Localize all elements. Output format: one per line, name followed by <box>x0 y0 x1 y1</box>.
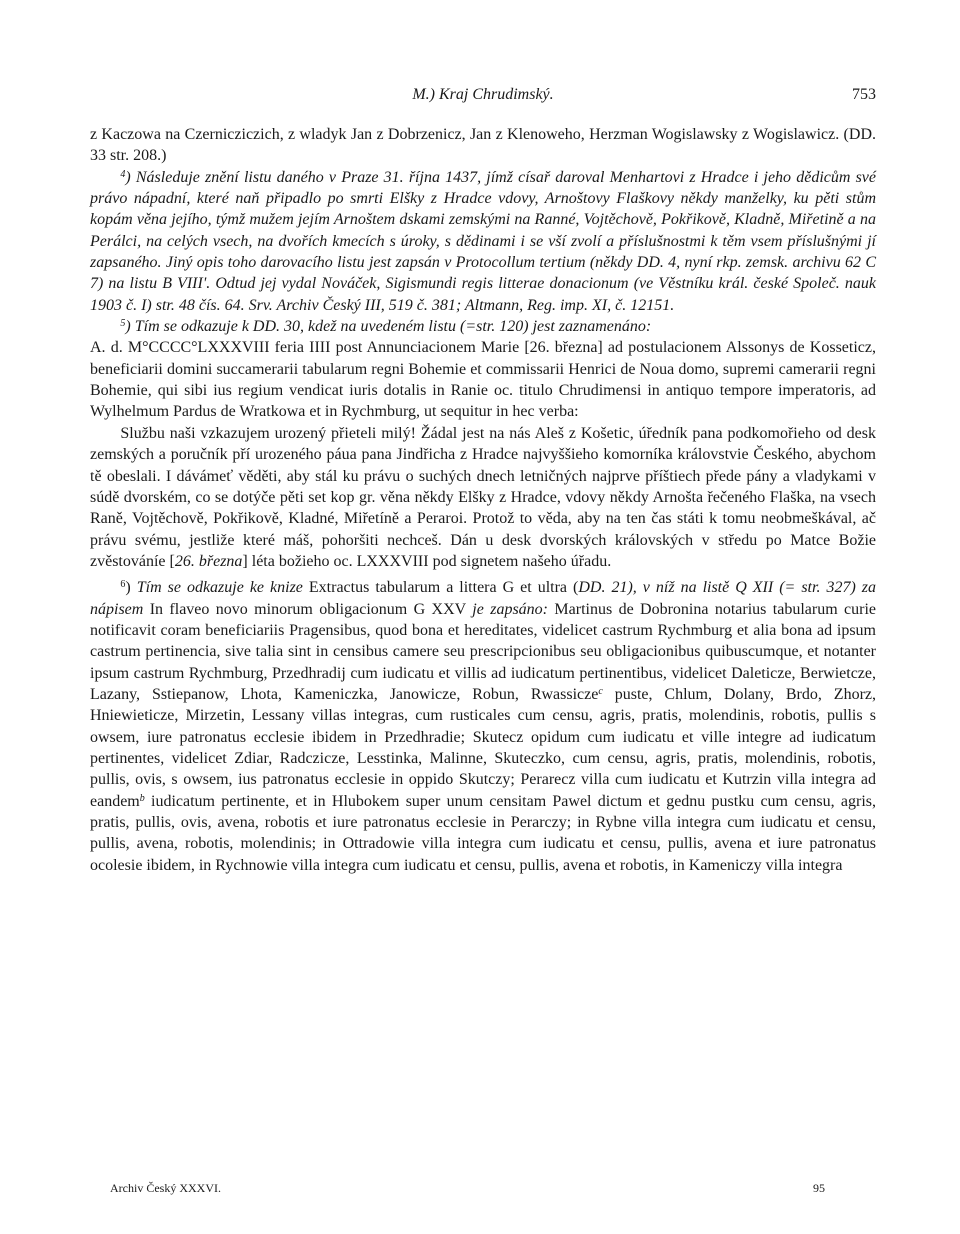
footnote-5: $^5$) Tím se odkazuje k DD. 30, kdež na uvedeném listu (=str. 120) jest zaznamenáno: <box>120 318 652 336</box>
letter-date: 26. března <box>174 552 243 570</box>
signature-mark: Archiv Český XXXVI. <box>110 1181 221 1195</box>
footnote-text: Následuje znění listu daného v Praze 31. října 1437, jímž císař daroval Menhartovi z Hradce i jeho dědicům své právo nápadní, které naň připadlo po smrti Elšky z Hradce vdovy, Arnoštovy Flaškovy někdy manželky, ku pěti stům kopám věna jejího, týmž mužem jejím Arnoštem dskami zemskými na Ranné, Vojtěchově, Pokřikově, Kladně, Miřetině a na Perálci, na celých vsech, na dvořích kmecích s úroky, s dědinami i se vší zvolí a příslušnostmi k těm vsem příslušnými jí zapsaného. Jiný opis toho darovacího listu jest zapsán v Protocollum tertium (někdy DD. 4, nyní rkp. zemsk. archivu 62 C 7) na listu B VIII'. Odtud jej vydal Nováček, Sigismundi regis litterae donacionum (ve Věstníku král. české Společ. nauk 1903 č. I) str. 48 čís. 64. Srv. Archiv Český III, 519 č. 381; Altmann, Reg. imp. XI, č. 12151. <box>90 168 876 314</box>
page-number: 753 <box>852 86 876 103</box>
record-text-3: iudicatum pertinente, et in Hlubokem super unum censitam Pawel dictum et gednu pustku cum censu, agris, pratis, pullis, ovis, avena, robotis et iure patronatus ecclesie in Perarczy; in Rybne villa integra cum iudicatu et censu, pullis, avena, robotis, molendinis; in Ottradowie villa integra cum iudicatu et censu, pullis, avena et iure patronatus ocolesie ibidem, in Rychnowie villa integra cum iudicatu et censu, pullis, avena et robotis, in Kameniczy villa integra <box>90 792 877 874</box>
footnote-marker: 4 <box>120 168 126 180</box>
book-title: Extractus tabularum a littera G et ultra ( <box>308 579 579 597</box>
page-body <box>90 124 876 876</box>
latin-record: A. d. M°CCCC°LXXXVIII feria IIII post Annunciacionem Marie [26. března] ad postulacionem Alssonys de Kosseticz, beneficiarii domini succamerarii tabularum regni Bohemie et commissarii Henrici de Noua domo, supremi camerarii regni Bohemie, qui sibi ius regium vendicat iuris dotalis in Ranie oc. titulo Chrudimensi in antiquo tempore imperatoris, ad Wylhelmum Pardus de Wratkowa et in Rychmburg, ut sequitur in hec verba: <box>90 339 876 421</box>
sheet-number: 95 <box>813 1181 825 1195</box>
footnote-intro: Tím se odkazuje ke knize <box>136 579 303 597</box>
recorded-label: je zapsáno: <box>472 600 549 618</box>
inscription: In flaveo novo minorum obligacionum G XXV <box>149 600 466 618</box>
note-marker-b: b <box>139 792 145 804</box>
footnote-6: $^6$) Tím se odkazuje ke knize Extractus tabularum a littera G et ultra (DD. 21), v níž na listě Q XII (= str. 327) za nápisem In flaveo novo minorum obligacionum G XXV je zapsáno: Martinus de Dobronina notarius tabularum curie notificavit coram beneficiariis Pragensibus, quod bona et hereditates, videlicet castrum Rychmburg et alia bona ad ipsum castrum pertinencia, sive talia sint in censibus camere seu prescripcionibus seu obligacionibus quibuscumque, et notanter ipsum castrum Rychmburg, Przedhradij cum iudicatu et villis ad iudicatum pertinentibus, videlicet Daleticze, Berwietcze, Lazany, Sstiepanow, Lhota, Kameniczka, Janowicze, Robun, Rwassicze$^c$ puste, Chlum, Dolany, Brdo, Zhorz, Hniewieticze, Mirzetin, Lessany villas integras, cum rusticales cum censu, agris, pratis, molendinis, robotis, pullis s owsem, iure patronatus ecclesie ibidem in Przedhradie; Skutecz opidum cum iudicatu et ville integre ad iudicatum pertinentes, videlicet Zdiar, Radczicze, Lesstinka, Malinne, Skuteczko, cum censu, agris, pratis, molendinis, robotis, pullis, ovis, s owsem, ius patronatus ecclesie in oppido Skutczy; Perarecz villa cum iudicatu et Kutrzin villa integra ad eandem$^b$ iudicatum pertinente, et in Hlubokem super unum censitam Pawel dictum et gednu pustku cum censu, agris, pratis, pullis, ovis, avena, robotis et iure patronatus ecclesie in Perarczy; in Rybne villa integra cum iudicatu et censu, pullis, avena, robotis, molendinis; in Ottradowie villa integra cum iudicatu et censu, pullis, avena et iure patronatus ocolesie ibidem, in Rychnowie villa integra cum iudicatu et censu, pullis, avena et robotis, in Kameniczy villa integra <box>90 579 877 874</box>
letter-text: Službu naši vzkazujem urozený přieteli milý! Žádal jest na nás Aleš z Košetic, úředník pana podkomořieho od desk zemských a poručník pří urozeného páua pana Jindřicha z Hradce najvyššieho komorníka královstvie Českého, abychom tě obeslali. I dávámeť věděti, aby stál ku právu o suchých dnech letničných najprve příštiech přede pány a vladykami v súdě dvorském, co se dotýče pěti set kop gr. věna někdy Elšky z Hradce, vdovy někdy Arnošta řečeného Flaška, na vsech Raně, Vojtěchově, Pokřikově, Kladné, Miřetíně a Peraroi. Protož to věda, aby na ten čas státi k tomu neobmeškával, ač právu svému, jestliže které máš, pohoršiti nechceš. Dán u desk dvorských královských v středu po Matce Božie zvěstováníe [ <box>90 424 876 570</box>
record-text: Martinus de Dobronina notarius tabularum curie notificavit coram beneficiariis Pragensibus, quod bona et hereditates, videlicet castrum Rychmburg et alia bona ad ipsum castrum pertinencia, sive talia sint in censibus camere seu prescripcionibus seu obligacionibus quibuscumque, et notanter ipsum castrum Rychmburg, Przedhradij cum iudicatu et villis ad iudicatum pertinentibus, videlicet Daleticze, Berwietcze, Lazany, Sstiepanow, Lhota, Kameniczka, Janowicze, Robun, Rwassicze <box>90 600 877 703</box>
czech-letter <box>90 423 876 572</box>
running-title: M.) Kraj Chrudimský. <box>412 86 554 103</box>
footnote-marker: 5 <box>120 318 126 330</box>
footnote-4: $^4$) Následuje znění listu daného v Praze 31. října 1437, jímž císař daroval Menhartovi z Hradce i jeho dědicům své právo nápadní, které naň připadlo po smrti Elšky z Hradce vdovy, Arnoštovy Flaškovy někdy manželky, ku pěti stům kopám věna jejího, týmž mužem jejím Arnoštem dskami zemskými na Ranné, Vojtěchově, Pokřikově, Kladně, Miřetině a na Perálci, na celých vsech, na dvořích kmecích s úroky, s dědinami i se vší zvolí a příslušnostmi k těm vsem příslušnými jí zapsaného. Jiný opis toho darovacího listu jest zapsán v Protocollum tertium (někdy DD. 4, nyní rkp. zemsk. archivu 62 C 7) na listu B VIII'. Odtud jej vydal Nováček, Sigismundi regis litterae donacionum (ve Věstníku král. české Společ. nauk 1903 č. I) str. 48 čís. 64. Srv. Archiv Český III, 519 č. 381; Altmann, Reg. imp. XI, č. 12151. <box>90 168 876 314</box>
letter-text-end: ] léta božieho oc. LXXXVIII pod signetem našeho úřadu. <box>242 552 612 570</box>
footnote-marker: 6 <box>120 579 126 591</box>
paragraph-continuation: z Kaczowa na Czernicziczich, z wladyk Jan z Dobrzenicz, Jan z Klenoweho, Herzman Wogislawsky z Wogislawicz. (DD. 33 str. 208.) <box>90 126 876 165</box>
book-reference: DD. 21), v níž na listě Q XII (= str. 327) za nápisem <box>90 579 877 618</box>
page-footer <box>110 1181 825 1201</box>
page-header <box>90 86 876 110</box>
note-marker-c: c <box>598 685 603 697</box>
footnote-text: Tím se odkazuje k DD. 30, kdež na uvedeném listu (=str. 120) jest zaznamenáno: <box>134 318 652 336</box>
record-text-2: puste, Chlum, Dolany, Brdo, Zhorz, Hniewieticze, Mirzetin, Lessany villas integras, cum rusticales cum censu, agris, pratis, molendinis, robotis, pullis s owsem, iure patronatus ecclesie ibidem in Przedhradie; Skutecz opidum cum iudicatu et ville integre ad iudicatum pertinentes, videlicet Zdiar, Radczicze, Lesstinka, Malinne, Skuteczko, cum censu, agris, pratis, molendinis, robotis, pullis, ovis, s owsem, ius patronatus ecclesie in oppido Skutczy; Perarecz villa cum iudicatu et Kutrzin villa integra ad eandem <box>90 685 877 810</box>
